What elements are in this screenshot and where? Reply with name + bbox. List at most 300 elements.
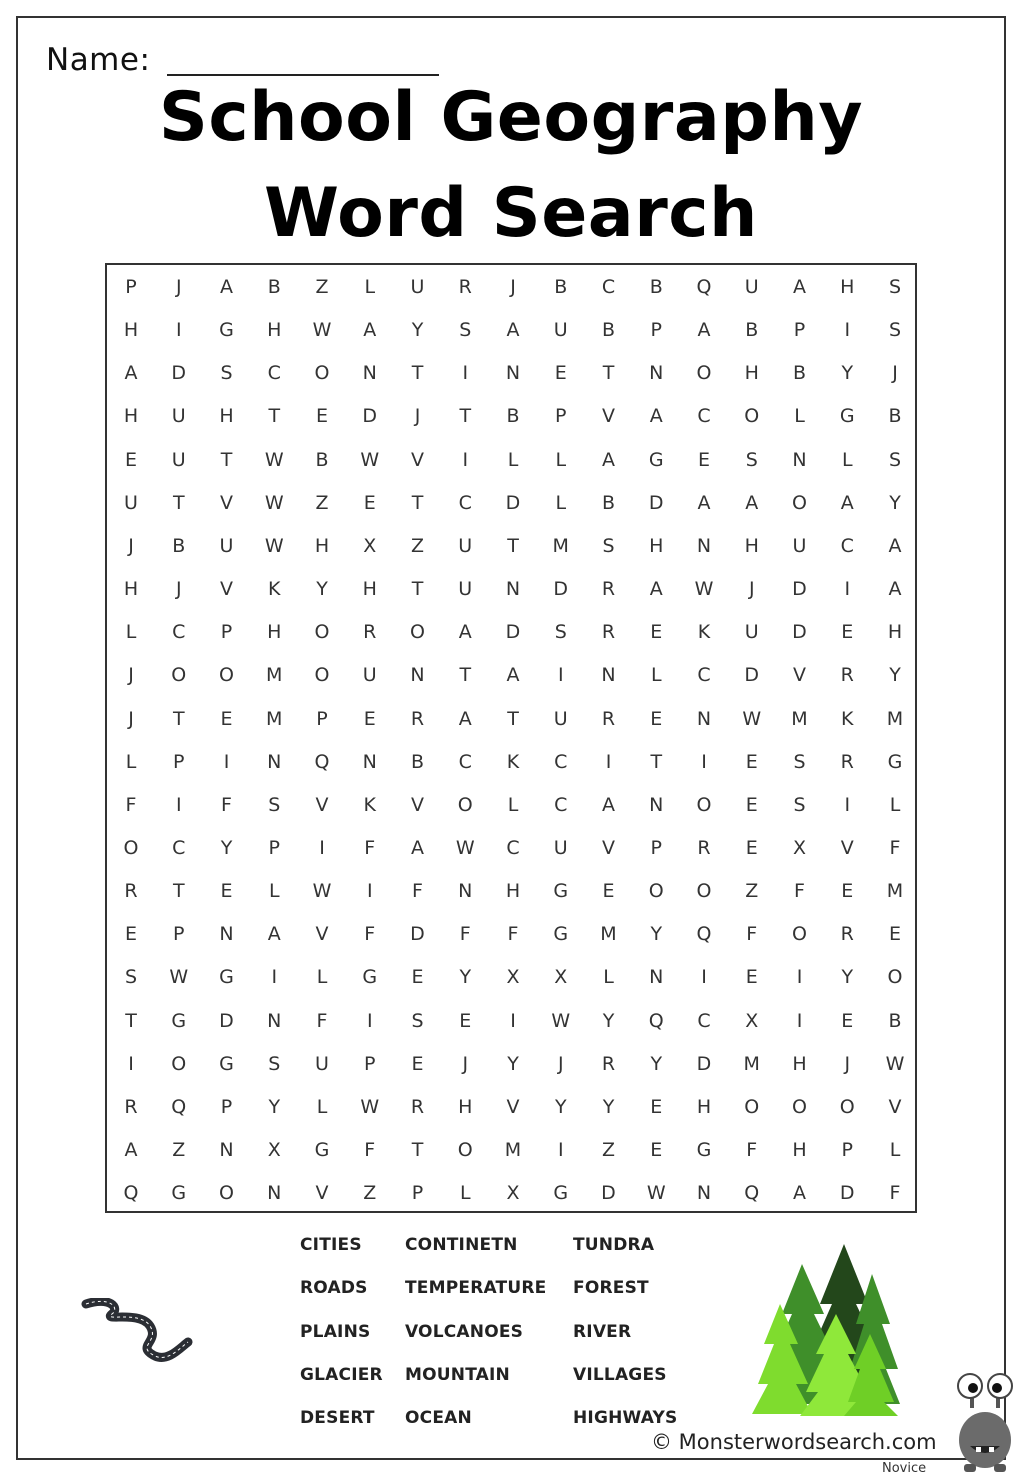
- grid-letter: Y: [650, 1052, 663, 1075]
- grid-letter: E: [650, 707, 663, 730]
- grid-letter: N: [792, 448, 807, 471]
- grid-letter: H: [458, 1095, 473, 1118]
- grid-letter: F: [459, 923, 471, 946]
- grid-letter: U: [315, 1052, 329, 1075]
- grid-letter: U: [362, 664, 377, 687]
- grid-letter: P: [220, 1095, 233, 1118]
- grid-letter: G: [553, 923, 569, 946]
- grid-letter: N: [505, 578, 521, 601]
- grid-letter: S: [888, 319, 902, 342]
- grid-letter: A: [793, 1182, 806, 1205]
- grid-letter: N: [219, 923, 234, 946]
- grid-letter: P: [364, 1052, 376, 1075]
- grid-letter: G: [219, 1052, 234, 1075]
- grid-letter: U: [458, 578, 473, 601]
- grid-letter: A: [649, 405, 663, 428]
- grid-letter: Z: [745, 880, 759, 903]
- word-list-item: MOUNTAIN: [405, 1364, 510, 1385]
- grid-letter: U: [171, 448, 186, 471]
- grid-letter: H: [267, 319, 282, 342]
- grid-letter: H: [314, 534, 330, 557]
- grid-letter: N: [458, 880, 473, 903]
- grid-letter: J: [748, 578, 755, 601]
- grid-letter: O: [123, 836, 139, 859]
- grid-letter: W: [646, 1182, 666, 1205]
- grid-letter: O: [410, 621, 425, 644]
- grid-letter: B: [649, 276, 663, 298]
- grid-letter: K: [841, 707, 854, 730]
- grid-letter: D: [839, 1182, 855, 1205]
- grid-letter: O: [696, 362, 712, 385]
- grid-letter: U: [553, 319, 568, 342]
- grid-letter: L: [841, 448, 853, 471]
- grid-letter: D: [696, 1052, 712, 1075]
- grid-letter: E: [315, 405, 328, 428]
- grid-letter: F: [507, 923, 519, 946]
- grid-letter: G: [696, 1139, 712, 1161]
- grid-letter: R: [601, 621, 616, 644]
- grid-letter: Z: [601, 1139, 616, 1161]
- grid-letter: L: [268, 880, 280, 903]
- grid-letter: E: [697, 448, 710, 471]
- grid-letter: Q: [696, 923, 712, 946]
- copyright-text: © Monsterwordsearch.com: [651, 1430, 937, 1454]
- grid-letter: H: [123, 319, 139, 342]
- grid-letter: O: [314, 362, 330, 385]
- grid-letter: G: [219, 319, 234, 342]
- grid-letter: B: [601, 319, 616, 342]
- grid-letter: A: [124, 362, 138, 385]
- grid-letter: J: [510, 276, 516, 298]
- grid-letter: S: [888, 448, 902, 471]
- grid-letter: O: [696, 793, 712, 816]
- grid-letter: T: [411, 578, 424, 601]
- grid-letter: Y: [602, 1009, 615, 1032]
- grid-letter: O: [314, 621, 330, 644]
- grid-letter: U: [553, 836, 568, 859]
- grid-letter: W: [264, 491, 284, 514]
- grid-letter: E: [841, 621, 854, 644]
- pine-trees-icon: [752, 1244, 900, 1416]
- grid-letter: P: [173, 923, 185, 946]
- grid-letter: N: [267, 1182, 282, 1205]
- grid-letter: E: [602, 880, 615, 903]
- grid-letter: I: [175, 793, 182, 816]
- grid-letter: D: [410, 923, 425, 946]
- grid-letter: R: [458, 276, 472, 298]
- grid-letter: M: [886, 880, 904, 903]
- grid-letter: M: [266, 707, 283, 730]
- grid-letter: Y: [650, 923, 663, 946]
- grid-letter: C: [554, 750, 568, 773]
- grid-letter: V: [315, 923, 329, 946]
- grid-letter: W: [312, 880, 332, 903]
- grid-letter: C: [458, 750, 472, 773]
- grid-letter: H: [123, 405, 139, 428]
- grid-letter: L: [459, 1182, 471, 1205]
- grid-letter: O: [696, 880, 712, 903]
- grid-letter: O: [744, 405, 760, 428]
- grid-letter: I: [319, 836, 325, 859]
- grid-letter: K: [697, 621, 711, 644]
- grid-letter: L: [507, 793, 519, 816]
- grid-letter: A: [888, 578, 902, 601]
- grid-letter: E: [650, 1139, 663, 1161]
- grid-letter: J: [414, 405, 421, 428]
- grid-letter: N: [696, 1182, 712, 1205]
- grid-letter: R: [124, 880, 138, 903]
- grid-letter: B: [315, 448, 329, 471]
- difficulty-level: Novice: [882, 1461, 927, 1476]
- grid-letter: T: [125, 1009, 137, 1032]
- grid-letter: D: [648, 491, 664, 514]
- grid-letter: Z: [315, 276, 329, 298]
- grid-letter: N: [267, 750, 282, 773]
- grid-letter: H: [649, 534, 664, 557]
- grid-letter: U: [553, 707, 568, 730]
- title-line-1: School Geography: [158, 78, 864, 157]
- grid-letter: B: [888, 1009, 902, 1032]
- grid-letter: V: [220, 578, 233, 601]
- word-list-item: CITIES: [300, 1235, 362, 1255]
- grid-letter: S: [793, 750, 806, 773]
- grid-letter: T: [507, 534, 519, 557]
- grid-letter: T: [411, 491, 424, 514]
- grid-letter: O: [744, 1095, 760, 1118]
- grid-letter: T: [220, 448, 233, 471]
- grid-letter: E: [888, 923, 901, 946]
- grid-letter: W: [551, 1009, 571, 1032]
- grid-letter: V: [793, 664, 806, 687]
- grid-letter: B: [172, 534, 186, 557]
- grid-letter: P: [555, 405, 567, 428]
- grid-letter: P: [268, 836, 280, 859]
- grid-letter: D: [219, 1009, 234, 1032]
- grid-letter: W: [312, 319, 332, 342]
- grid-letter: F: [412, 880, 423, 903]
- grid-letter: S: [220, 362, 233, 385]
- grid-letter: M: [600, 923, 617, 946]
- grid-letter: F: [746, 1139, 758, 1161]
- grid-letter: V: [602, 836, 615, 859]
- grid-letter: S: [554, 621, 567, 644]
- word-list-item: OCEAN: [405, 1408, 472, 1429]
- grid-letter: E: [220, 880, 233, 903]
- grid-letter: X: [506, 966, 520, 989]
- word-list-item: CONTINETN: [405, 1235, 518, 1255]
- grid-letter: X: [745, 1009, 759, 1032]
- grid-letter: A: [745, 491, 759, 514]
- grid-letter: M: [743, 1052, 760, 1075]
- grid-letter: P: [650, 836, 662, 859]
- grid-letter: L: [794, 405, 805, 428]
- word-list-item: FOREST: [573, 1278, 649, 1299]
- grid-letter: O: [457, 793, 473, 816]
- grid-letter: O: [219, 1182, 234, 1205]
- grid-letter: D: [505, 621, 521, 644]
- grid-letter: H: [362, 578, 377, 601]
- grid-letter: B: [792, 362, 807, 385]
- grid-letter: E: [650, 621, 663, 644]
- grid-letter: T: [172, 880, 185, 903]
- grid-letter: F: [125, 793, 137, 816]
- grid-letter: A: [649, 578, 663, 601]
- grid-letter: E: [411, 966, 424, 989]
- grid-letter: F: [889, 1182, 901, 1205]
- grid-letter: B: [267, 276, 281, 298]
- grid-letter: I: [796, 966, 803, 989]
- grid-letter: O: [314, 664, 330, 687]
- grid-letter: F: [221, 793, 232, 816]
- grid-letter: A: [602, 448, 615, 471]
- grid-letter: D: [792, 578, 807, 601]
- grid-letter: I: [701, 750, 707, 773]
- grid-letter: M: [504, 1139, 522, 1161]
- grid-letter: N: [696, 534, 712, 557]
- grid-letter: O: [792, 1095, 807, 1118]
- grid-letter: W: [360, 448, 380, 471]
- grid-letter: A: [793, 276, 806, 298]
- grid-letter: B: [410, 750, 425, 773]
- grid-letter: P: [841, 1139, 853, 1161]
- grid-letter: A: [124, 1139, 138, 1161]
- grid-letter: F: [316, 1009, 328, 1032]
- grid-letter: N: [362, 750, 377, 773]
- grid-letter: L: [889, 1139, 901, 1161]
- word-list-item: TEMPERATURE: [405, 1278, 547, 1299]
- grid-letter: F: [746, 923, 758, 946]
- grid-letter: A: [458, 707, 472, 730]
- grid-letter: Q: [171, 1095, 187, 1118]
- grid-letter: N: [696, 707, 712, 730]
- grid-letter: A: [888, 534, 902, 557]
- grid-letter: V: [506, 1095, 520, 1118]
- grid-letter: I: [844, 578, 851, 601]
- grid-letter: U: [792, 534, 807, 557]
- grid-letter: W: [742, 707, 762, 730]
- grid-letter: Q: [648, 1009, 664, 1032]
- grid-letter: X: [506, 1182, 520, 1205]
- grid-letter: O: [887, 966, 903, 989]
- grid-letter: L: [316, 966, 328, 989]
- name-blank-line: [167, 74, 439, 76]
- grid-letter: W: [264, 534, 284, 557]
- grid-letter: G: [887, 750, 903, 773]
- grid-letter: G: [219, 966, 234, 989]
- grid-letter: B: [554, 276, 568, 298]
- word-list-item: RIVER: [573, 1321, 632, 1342]
- grid-letter: E: [124, 448, 137, 471]
- grid-letter: Q: [123, 1182, 139, 1205]
- grid-letter: V: [840, 836, 854, 859]
- grid-letter: H: [744, 534, 759, 557]
- grid-letter: J: [892, 362, 898, 385]
- grid-letter: G: [314, 1139, 330, 1161]
- grid-letter: Z: [363, 1182, 377, 1205]
- grid-letter: G: [171, 1182, 187, 1205]
- grid-letter: B: [888, 405, 902, 428]
- grid-letter: T: [411, 1139, 424, 1161]
- grid-letter: M: [266, 664, 283, 687]
- grid-letter: L: [125, 621, 137, 644]
- grid-letter: Y: [889, 664, 901, 687]
- grid-letter: S: [602, 534, 615, 557]
- grid-letter: F: [794, 880, 805, 903]
- grid-letter: M: [791, 707, 808, 730]
- grid-letter: P: [125, 276, 137, 298]
- grid-letter: A: [220, 276, 233, 298]
- grid-letter: J: [128, 534, 134, 557]
- grid-letter: T: [268, 405, 281, 428]
- grid-letter: C: [601, 276, 616, 298]
- grid-letter: W: [885, 1052, 905, 1075]
- grid-letter: L: [507, 448, 519, 471]
- grid-letter: R: [124, 1095, 138, 1118]
- grid-letter: I: [796, 1009, 803, 1032]
- grid-letter: V: [315, 1182, 329, 1205]
- grid-letter: W: [264, 448, 284, 471]
- grid-letter: I: [128, 1052, 134, 1075]
- grid-letter: A: [267, 923, 281, 946]
- grid-letter: G: [839, 405, 855, 428]
- grid-letter: L: [316, 1095, 328, 1118]
- grid-letter: G: [171, 1009, 187, 1032]
- word-list-item: ROADS: [300, 1278, 368, 1299]
- grid-letter: N: [267, 1009, 282, 1032]
- word-list-item: DESERT: [300, 1408, 375, 1429]
- grid-letter: U: [171, 405, 186, 428]
- grid-letter: D: [171, 362, 187, 385]
- grid-letter: C: [506, 836, 520, 859]
- grid-letter: E: [745, 793, 758, 816]
- grid-letter: W: [360, 1095, 380, 1118]
- grid-letter: E: [841, 880, 854, 903]
- grid-letter: T: [459, 664, 472, 687]
- grid-letter: L: [555, 448, 567, 471]
- grid-letter: J: [175, 578, 182, 601]
- grid-letter: F: [364, 1139, 376, 1161]
- grid-letter: Y: [316, 578, 328, 601]
- grid-letter: J: [462, 1052, 469, 1075]
- grid-letter: E: [411, 1052, 424, 1075]
- grid-letter: J: [128, 707, 134, 730]
- grid-letter: Y: [411, 319, 424, 342]
- grid-letter: W: [694, 578, 714, 601]
- grid-letter: J: [128, 664, 134, 687]
- grid-letter: I: [844, 319, 851, 342]
- grid-letter: E: [220, 707, 233, 730]
- grid-letter: P: [220, 621, 233, 644]
- grid-letter: L: [364, 276, 376, 298]
- road-icon: [80, 1298, 195, 1378]
- grid-letter: U: [744, 276, 759, 298]
- grid-letter: I: [605, 750, 612, 773]
- grid-letter: W: [169, 966, 189, 989]
- grid-letter: O: [171, 1052, 187, 1075]
- grid-letter: V: [411, 448, 424, 471]
- grid-letter: E: [363, 707, 376, 730]
- grid-letter: E: [459, 1009, 472, 1032]
- grid-letter: Q: [696, 276, 712, 298]
- grid-letter: H: [792, 1139, 807, 1161]
- grid-letter: H: [792, 1052, 807, 1075]
- grid-letter: Y: [459, 966, 472, 989]
- grid-letter: C: [697, 664, 711, 687]
- grid-letter: N: [649, 793, 664, 816]
- grid-letter: O: [219, 664, 234, 687]
- grid-letter: H: [840, 276, 855, 298]
- grid-letter: S: [124, 966, 138, 989]
- grid-letter: A: [506, 664, 520, 687]
- grid-letter: Y: [841, 966, 854, 989]
- grid-letter: W: [455, 836, 475, 859]
- grid-letter: U: [410, 276, 425, 298]
- grid-letter: H: [123, 578, 139, 601]
- grid-letter: J: [844, 1052, 851, 1075]
- grid-letter: U: [744, 621, 759, 644]
- grid-letter: H: [505, 880, 521, 903]
- grid-letter: F: [364, 836, 376, 859]
- grid-letter: T: [411, 362, 424, 385]
- grid-letter: A: [697, 491, 711, 514]
- grid-letter: S: [888, 276, 902, 298]
- grid-letter: Z: [315, 491, 329, 514]
- grid-letter: T: [602, 362, 615, 385]
- grid-letter: B: [745, 319, 759, 342]
- grid-letter: R: [601, 707, 616, 730]
- grid-letter: E: [554, 362, 567, 385]
- grid-letter: D: [601, 1182, 616, 1205]
- grid-letter: I: [510, 1009, 516, 1032]
- grid-letter: J: [557, 1052, 564, 1075]
- grid-letter: E: [124, 923, 137, 946]
- grid-letter: U: [124, 491, 138, 514]
- grid-letter: S: [268, 793, 281, 816]
- grid-letter: Y: [268, 1095, 281, 1118]
- grid-letter: S: [745, 448, 758, 471]
- grid-letter: T: [172, 707, 185, 730]
- grid-letter: L: [125, 750, 137, 773]
- grid-letter: A: [458, 621, 472, 644]
- word-list-item: HIGHWAYS: [573, 1408, 678, 1429]
- grid-letter: U: [458, 534, 473, 557]
- grid-letter: Y: [841, 362, 854, 385]
- grid-letter: R: [410, 1095, 425, 1118]
- grid-letter: P: [316, 707, 328, 730]
- grid-letter: A: [840, 491, 854, 514]
- word-list-item: PLAINS: [300, 1321, 371, 1342]
- grid-letter: D: [362, 405, 378, 428]
- word-list-item: VOLCANOES: [405, 1321, 524, 1342]
- grid-letter: H: [219, 405, 234, 428]
- grid-letter: C: [172, 836, 186, 859]
- grid-letter: O: [839, 1095, 855, 1118]
- grid-letter: U: [219, 534, 234, 557]
- grid-letter: B: [601, 491, 616, 514]
- grid-letter: N: [362, 362, 377, 385]
- grid-letter: V: [411, 793, 424, 816]
- grid-letter: C: [172, 621, 186, 644]
- grid-letter: X: [792, 836, 807, 859]
- grid-letter: K: [268, 578, 281, 601]
- grid-letter: C: [458, 491, 472, 514]
- grid-letter: I: [366, 880, 373, 903]
- grid-letter: R: [697, 836, 711, 859]
- grid-letter: E: [745, 750, 758, 773]
- grid-letter: M: [886, 707, 904, 730]
- grid-letter: I: [557, 664, 564, 687]
- grid-letter: Z: [172, 1139, 186, 1161]
